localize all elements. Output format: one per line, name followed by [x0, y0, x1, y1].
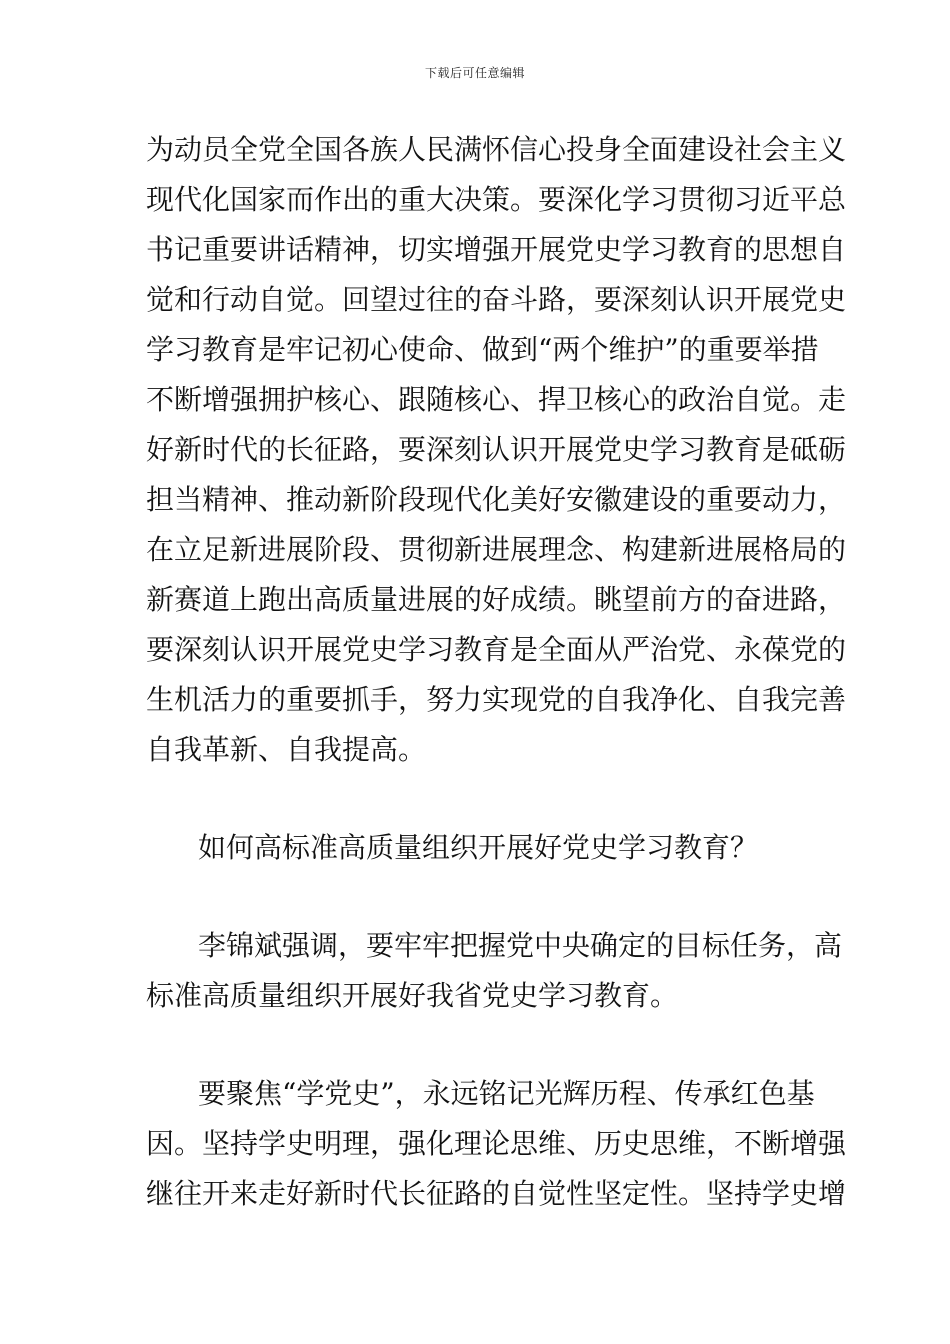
text-line: 因。坚持学史明理，强化理论思维、历史思维，不断增强	[146, 1127, 847, 1160]
text-line: 标准高质量组织开展好我省党史学习教育。	[146, 979, 679, 1012]
text-line: 继往开来走好新时代长征路的自觉性坚定性。坚持学史增	[146, 1177, 847, 1210]
text-line: 生机活力的重要抓手，努力实现党的自我净化、自我完善	[146, 683, 847, 716]
header-note: 下载后可任意编辑	[424, 66, 525, 80]
text-line: 书记重要讲话精神，切实增强开展党史学习教育的思想自	[146, 233, 847, 266]
text-line: 学习教育是牢记初心使命、做到“两个维护”的重要举措	[146, 333, 819, 366]
section-question: 如何高标准高质量组织开展好党史学习教育？	[198, 831, 759, 864]
text-line: 好新时代的长征路，要深刻认识开展党史学习教育是砥砺	[146, 433, 847, 466]
text-line: 要深刻认识开展党史学习教育是全面从严治党、永葆党的	[146, 633, 847, 666]
text-line: 自我革新、自我提高。	[146, 733, 427, 766]
text-line: 现代化国家而作出的重大决策。要深化学习贯彻习近平总	[146, 183, 847, 216]
text-line: 觉和行动自觉。回望过往的奋斗路，要深刻认识开展党史	[146, 283, 847, 316]
text-line: 要聚焦“学党史”，永远铭记光辉历程、传承红色基	[198, 1077, 815, 1110]
text-line: 在立足新进展阶段、贯彻新进展理念、构建新进展格局的	[146, 533, 847, 566]
text-line: 新赛道上跑出高质量进展的好成绩。眺望前方的奋进路，	[146, 583, 847, 616]
text-line: 为动员全党全国各族人民满怀信心投身全面建设社会主义	[146, 133, 847, 166]
text-line: 李锦斌强调，要牢牢把握党中央确定的目标任务，高	[198, 929, 843, 962]
text-line: 不断增强拥护核心、跟随核心、捍卫核心的政治自觉。走	[146, 383, 847, 416]
text-line: 担当精神、推动新阶段现代化美好安徽建设的重要动力，	[146, 483, 847, 516]
